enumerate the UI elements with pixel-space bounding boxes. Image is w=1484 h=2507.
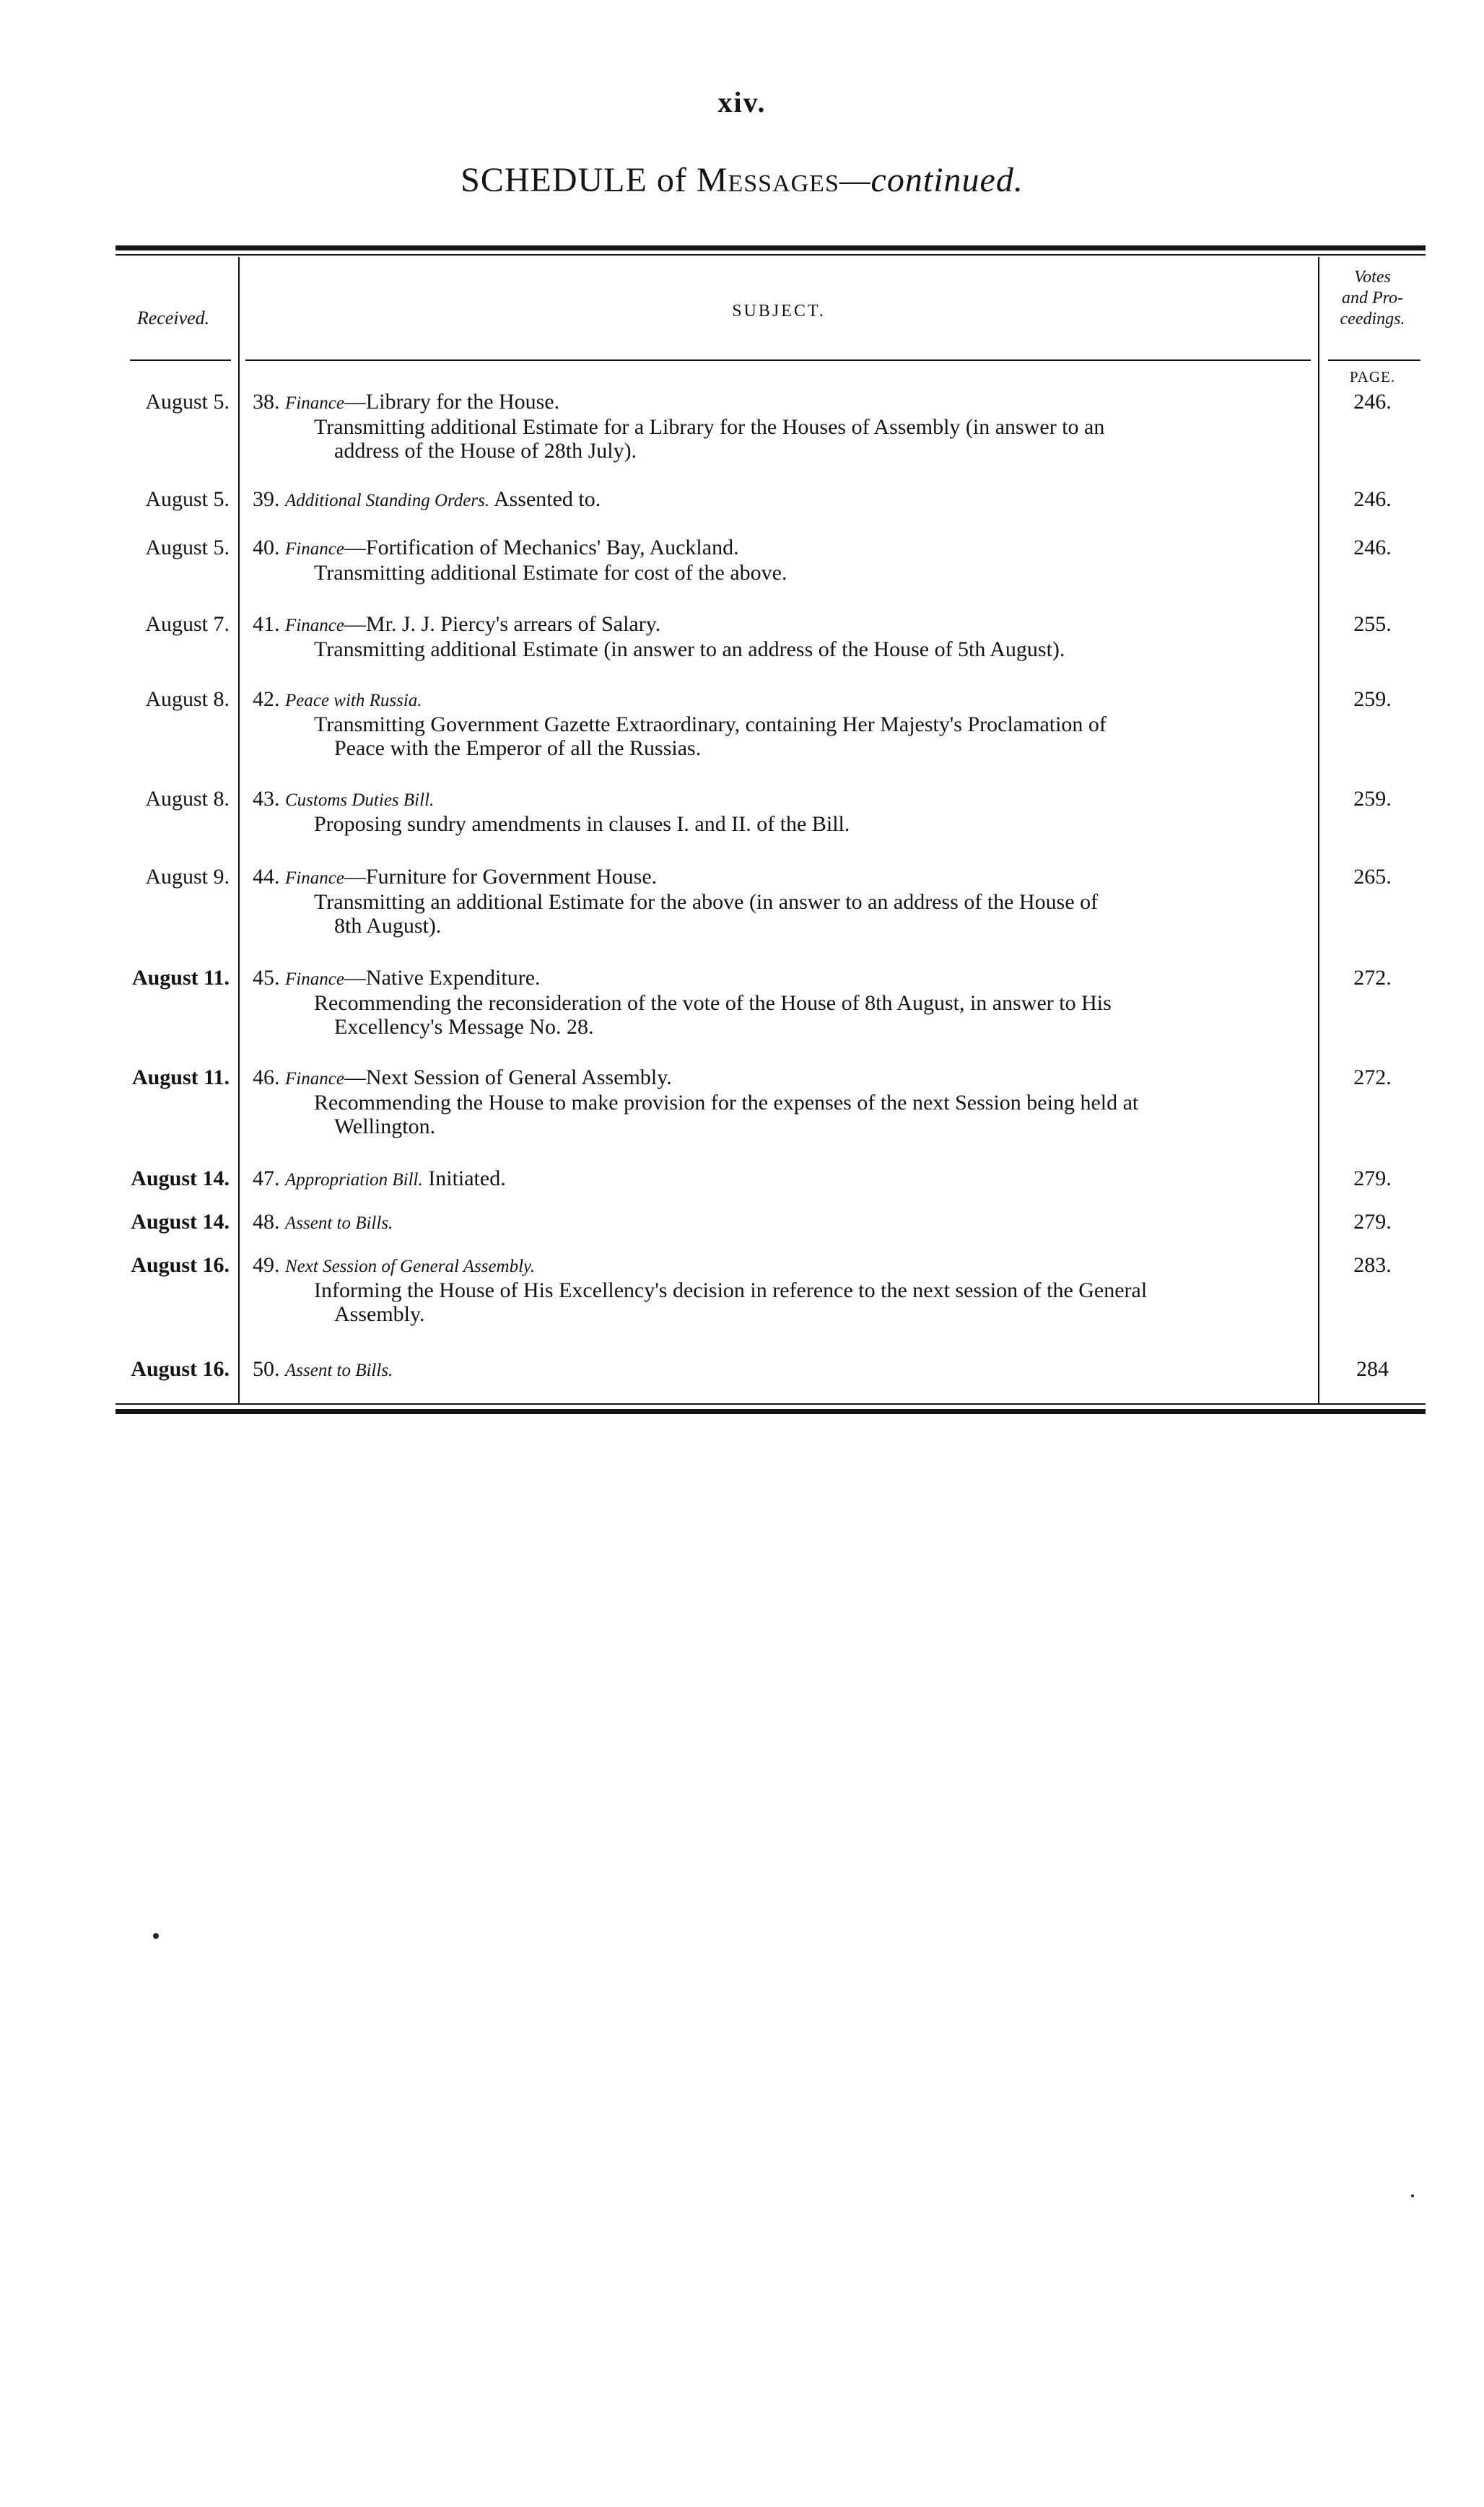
row-number: 46.: [253, 1065, 280, 1089]
row-detail: Transmitting additional Estimate for cost of the above.: [314, 561, 787, 585]
row-title: —Library for the House.: [344, 390, 560, 414]
title-continued: —continued.: [839, 161, 1023, 199]
ink-speck: [1411, 2194, 1414, 2197]
row-detail: Transmitting Government Gazette Extraordinary, containing Her Majesty's Proclamation of: [314, 712, 1107, 736]
row-page: 283.: [1353, 1253, 1392, 1277]
title-small-caps: Messages: [696, 161, 839, 199]
row-number: 48.: [253, 1210, 280, 1234]
row-detail: Proposing sundry amendments in clauses I. and II. of the Bill.: [314, 812, 850, 836]
header-page: PAGE.: [1349, 368, 1396, 385]
row-date: August 8.: [145, 687, 230, 711]
header-received: Received.: [136, 308, 210, 328]
row-detail-cont: address of the House of 28th July).: [334, 439, 637, 463]
schedule-table: [115, 245, 1426, 1422]
top-rule: [115, 245, 1426, 250]
row-detail-cont: Wellington.: [334, 1115, 436, 1138]
row-number: 43.: [253, 787, 280, 811]
row-page: 272.: [1353, 1065, 1392, 1089]
header-votes-line: and Pro-: [1341, 289, 1404, 308]
row-date: August 16.: [131, 1253, 230, 1277]
row-page: 284: [1356, 1357, 1389, 1381]
row-topic: Finance: [285, 868, 344, 888]
bottom-rule-thin: [115, 1403, 1426, 1405]
row-subject: [253, 536, 1306, 585]
row-topic: Finance: [285, 969, 344, 989]
row-page: 259.: [1353, 787, 1392, 811]
row-detail-cont: 8th August).: [334, 914, 442, 938]
row-date: August 11.: [131, 1065, 230, 1089]
row-page: 279.: [1353, 1167, 1392, 1190]
row-topic: Finance: [285, 393, 344, 413]
top-rule-thin: [115, 254, 1426, 256]
row-title: —Fortification of Mechanics' Bay, Auckland.: [344, 536, 739, 559]
row-subject: [253, 612, 1306, 661]
row-topic: Additional Standing Orders.: [285, 491, 490, 510]
row-detail-cont: Excellency's Message No. 28.: [334, 1015, 594, 1039]
row-detail: Transmitting additional Estimate for a Library for the Houses of Assembly (in answer to an: [314, 415, 1105, 439]
row-subject: [253, 1167, 1306, 1192]
row-topic: Finance: [285, 616, 344, 635]
row-number: 44.: [253, 865, 280, 889]
bottom-rule: [115, 1409, 1426, 1414]
row-topic: Peace with Russia.: [285, 691, 422, 710]
row-date: August 8.: [145, 787, 230, 811]
row-date: August 5.: [145, 487, 230, 511]
page-number: xiv.: [717, 86, 767, 118]
row-subject: [253, 1253, 1306, 1326]
row-date: August 5.: [145, 390, 230, 414]
header-rule: [1328, 359, 1420, 361]
row-detail: Transmitting an additional Estimate for the above (in answer to an address of the House of: [314, 890, 1099, 914]
row-subject: [253, 1210, 1306, 1235]
row-title: —Next Session of General Assembly.: [344, 1065, 672, 1089]
row-subject: [253, 687, 1306, 760]
row-number: 47.: [253, 1167, 280, 1190]
row-title: —Native Expenditure.: [344, 966, 541, 990]
row-topic: Finance: [285, 1069, 344, 1089]
row-subject: [253, 787, 1306, 836]
column-divider-received: [238, 257, 240, 1403]
row-detail: Transmitting additional Estimate (in answer to an address of the House of 5th August).: [314, 637, 1065, 661]
row-topic: Assent to Bills.: [285, 1361, 393, 1380]
row-page: 246.: [1353, 487, 1392, 511]
page-title: [0, 160, 1484, 200]
row-subject: [253, 487, 1306, 513]
row-number: 41.: [253, 612, 280, 636]
header-votes-line: ceedings.: [1340, 310, 1405, 328]
ink-speck: [153, 1933, 159, 1939]
row-detail-cont: Peace with the Emperor of all the Russias.: [334, 736, 702, 760]
row-topic: Customs Duties Bill.: [285, 790, 435, 810]
row-title: Initiated.: [422, 1167, 506, 1190]
row-date: August 16.: [131, 1357, 230, 1381]
row-subject: [253, 390, 1306, 463]
row-title: —Mr. J. J. Piercy's arrears of Salary.: [344, 612, 661, 636]
row-page: 272.: [1353, 966, 1392, 990]
row-date: August 14.: [131, 1167, 230, 1190]
row-detail: Recommending the House to make provision for the expenses of the next Session being held at: [314, 1091, 1139, 1115]
row-detail: Informing the House of His Excellency's decision in reference to the next session of the General: [314, 1278, 1148, 1302]
row-detail: Recommending the reconsideration of the vote of the House of 8th August, in answer to His: [314, 991, 1112, 1015]
row-subject: [253, 1357, 1306, 1382]
header-subject: SUBJECT.: [732, 302, 826, 321]
row-date: August 14.: [131, 1210, 230, 1234]
row-date: August 11.: [131, 966, 230, 990]
row-topic: Assent to Bills.: [285, 1213, 393, 1233]
row-number: 49.: [253, 1253, 280, 1277]
row-page: 255.: [1353, 612, 1392, 636]
row-page: 259.: [1353, 687, 1392, 711]
row-date: August 9.: [145, 865, 230, 889]
row-subject: [253, 966, 1306, 1039]
row-number: 38.: [253, 390, 280, 414]
row-subject: [253, 865, 1306, 938]
row-number: 45.: [253, 966, 280, 990]
row-title: Assented to.: [489, 487, 601, 511]
row-number: 40.: [253, 536, 280, 559]
row-page: 246.: [1353, 536, 1392, 559]
header-votes-line: Votes: [1354, 268, 1391, 287]
header-rule: [130, 359, 231, 361]
row-topic: Finance: [285, 539, 344, 559]
row-title: —Furniture for Government House.: [344, 865, 658, 889]
row-number: 39.: [253, 487, 280, 511]
row-page: 265.: [1353, 865, 1392, 889]
row-number: 50.: [253, 1357, 280, 1381]
row-topic: Next Session of General Assembly.: [285, 1257, 536, 1276]
header-votes: [1319, 267, 1426, 330]
row-page: 246.: [1353, 390, 1392, 414]
row-topic: Appropriation Bill.: [285, 1170, 423, 1190]
title-main: SCHEDULE of: [461, 161, 687, 199]
row-detail-cont: Assembly.: [334, 1302, 425, 1326]
row-date: August 7.: [145, 612, 230, 636]
row-date: August 5.: [145, 536, 230, 559]
row-subject: [253, 1065, 1306, 1138]
row-page: 279.: [1353, 1210, 1392, 1234]
header-rule: [245, 359, 1311, 361]
row-number: 42.: [253, 687, 280, 711]
